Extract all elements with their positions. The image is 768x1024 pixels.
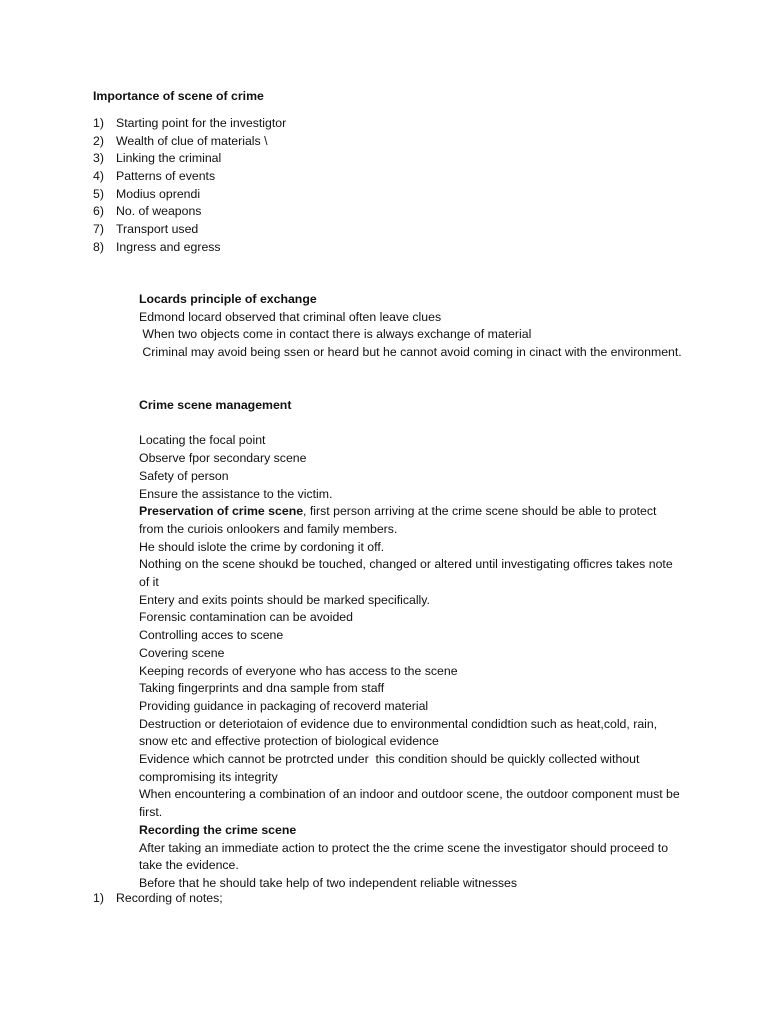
paragraph-line: Evidence which cannot be protrcted under this condition should be quickly collected without compromising its integrity (139, 752, 643, 784)
paragraph-line: Nothing on the scene shoukd be touched, changed or altered until investigating officres takes note of it (139, 557, 673, 590)
management-heading: Crime scene management (139, 398, 292, 412)
locard-heading: Locards principle of exchange (139, 292, 317, 306)
paragraph-line: When encountering a combination of an indoor and outdoor scene, the outdoor component must be first. (139, 787, 680, 820)
importance-list (93, 115, 286, 257)
preservation-text: , first person arriving at the crime scene should be able to protect from the curiois onlookers and family members. (139, 504, 657, 536)
recording-heading: Recording the crime scene (139, 822, 297, 837)
list-text: Modius oprendi (116, 186, 201, 201)
list-number: 8) (93, 239, 104, 254)
list-text: Starting point for the investigtor (116, 116, 287, 130)
paragraph-line: Locating the focal point (139, 433, 266, 448)
list-number: 7) (93, 222, 104, 237)
paragraph-line: He should islote the crime by cordoning it off. (139, 539, 385, 554)
paragraph-line: Keeping records of everyone who has access to the scene (139, 663, 458, 678)
list-text: No. of weapons (116, 204, 202, 219)
list-text: Recording of notes; (116, 891, 223, 905)
paragraph-line: Safety of person (139, 468, 229, 483)
list-text: Patterns of events (116, 169, 216, 184)
list-item (93, 115, 286, 133)
list-item (93, 890, 223, 908)
list-number: 1) (93, 116, 104, 130)
recording-list (93, 890, 223, 908)
list-item (93, 186, 286, 204)
paragraph-line: Providing guidance in packaging of recoverd material (139, 698, 429, 713)
paragraph-line: Entery and exits points should be marked specifically. (139, 592, 430, 607)
paragraph-line: After taking an immediate action to protect the the crime scene the investigator should proceed to take the evidence. (139, 840, 669, 873)
list-item (93, 133, 286, 151)
paragraph-line: Ensure the assistance to the victim. (139, 486, 333, 501)
list-number: 3) (93, 151, 104, 166)
paragraph-line: Covering scene (139, 645, 225, 660)
paragraph-line: Before that he should take help of two independent reliable witnesses (139, 875, 518, 890)
list-text: Ingress and egress (116, 239, 221, 254)
list-item (93, 168, 286, 186)
paragraph-line: Forensic contamination can be avoided (139, 610, 353, 625)
section-title: Importance of scene of crime (93, 89, 264, 103)
blank-line (139, 415, 684, 433)
list-number: 2) (93, 133, 104, 148)
list-number: 1) (93, 891, 104, 905)
preservation-heading: Preservation of crime scene (139, 504, 304, 519)
paragraph-line: When two objects come in contact there is always exchange of material (139, 327, 532, 342)
list-item (93, 203, 286, 221)
paragraph-line: Criminal may avoid being ssen or heard but he cannot avoid coming in cinact with the environment. (139, 345, 682, 360)
management-section (139, 397, 684, 893)
list-number: 6) (93, 204, 104, 219)
paragraph-line: Taking fingerprints and dna sample from staff (139, 681, 385, 696)
list-text: Wealth of clue of materials \ (116, 133, 268, 148)
paragraph-line: Destruction or deteriotaion of evidence due to environmental condidtion such as heat,cold, rain, snow etc and effective protection of biological evidence (139, 716, 658, 749)
locard-section (139, 291, 684, 362)
list-text: Transport used (116, 222, 199, 237)
list-item (93, 150, 286, 168)
list-item (93, 221, 286, 239)
paragraph-line: Edmond locard observed that criminal often leave clues (139, 309, 442, 324)
paragraph-line: Controlling acces to scene (139, 628, 284, 643)
preservation-paragraph (139, 503, 684, 538)
list-number: 5) (93, 186, 104, 201)
list-number: 4) (93, 169, 104, 184)
list-item (93, 239, 286, 257)
list-text: Linking the criminal (116, 151, 222, 166)
paragraph-line: Observe fpor secondary scene (139, 451, 307, 466)
